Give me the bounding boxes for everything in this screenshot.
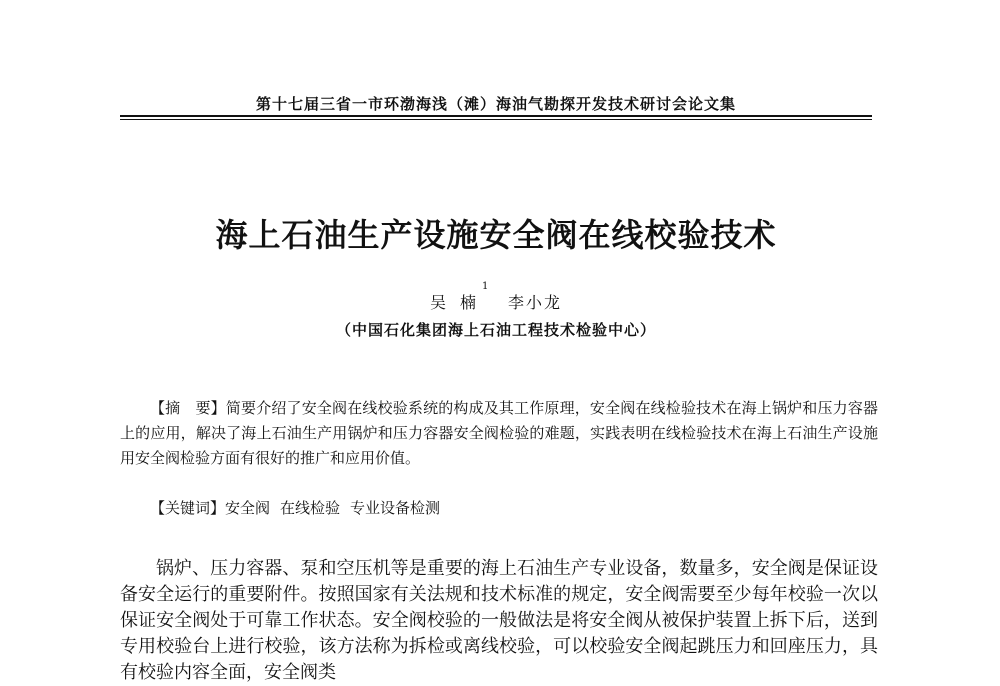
paper-title: 海上石油生产设施安全阀在线校验技术: [215, 216, 777, 254]
header-rule-thick: [120, 115, 872, 117]
keyword-item: 专业设备检测: [350, 499, 441, 517]
body-paragraph: 锅炉、压力容器、泵和空压机等是重要的海上石油生产专业设备，数量多，安全阀是保证设备安全运行的重要附件。按照国家有关法规和技术标准的规定，安全阀需要至少每年校验一次以保证安全阀处于可靠工作状态。安全阀校验的一般做法是将安全阀从被保护装置上拆下后，送到专用校验台上进行校验，该方法称为拆检或离线校验，可以校验安全阀起跳压力和回座压力，具有校验内容全面，安全阀类: [120, 558, 878, 683]
keyword-item: 安全阀: [225, 499, 271, 517]
author-affiliation: （中国石化集团海上石油工程技术检验中心）: [335, 321, 656, 339]
author-name: [429, 281, 490, 312]
running-head: 第十七届三省一市环渤海浅（滩）海油气勘探开发技术研讨会论文集: [255, 95, 736, 113]
author-footnote-mark: 1: [481, 281, 489, 292]
abstract-label: 【摘 要】: [150, 399, 226, 417]
author-1-name: 吴楠: [429, 293, 490, 312]
author-2-name: 李小龙: [508, 293, 563, 312]
keywords-line: [150, 496, 870, 521]
abstract-paragraph: [120, 396, 878, 471]
author-line: [120, 281, 872, 313]
header-rule-thin: [120, 119, 872, 120]
abstract-text: 简要介绍了安全阀在线校验系统的构成及其工作原理，安全阀在线检验技术在海上锅炉和压力容器上的应用，解决了海上石油生产用锅炉和压力容器安全阀检验的难题，实践表明在线检验技术在海上石油生产设施用安全阀检验方面有很好的推广和应用价值。: [120, 399, 878, 467]
keyword-item: 在线检验: [280, 499, 341, 517]
keywords-label: 【关键词】: [150, 499, 226, 517]
